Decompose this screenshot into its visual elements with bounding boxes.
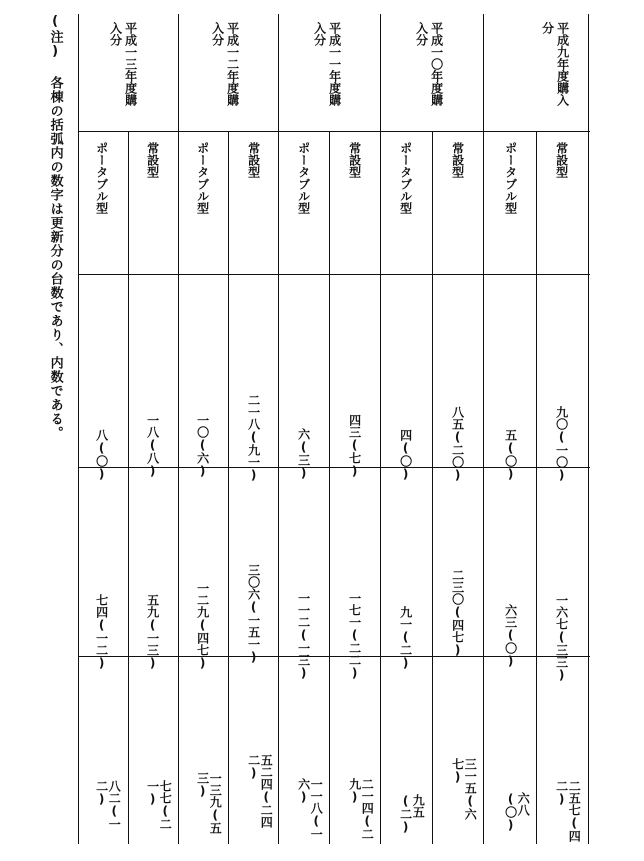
type-label-joseitsu: 常設型 [554,142,569,178]
type-divider [228,131,229,844]
group-border [380,14,381,844]
group-border [278,14,279,844]
type-label-joseitsu: 常設型 [246,142,261,178]
cell-value: 九五(二) [398,794,426,834]
type-label-joseitsu: 常設型 [450,142,465,178]
cell-value: 二三〇(四七) [450,569,465,657]
row-divider-types [78,274,590,275]
group-title: 入分 [108,22,123,46]
type-label-portable: ポータブル型 [503,142,518,214]
cell-value: 七四(一二) [94,594,109,670]
type-label-portable: ポータブル型 [94,142,109,214]
cell-value: 四三(七) [347,414,362,478]
type-label-portable: ポータブル型 [296,142,311,214]
cell-value: 二五七(四二) [554,780,582,842]
group-title: 平成九年度購入 [555,22,570,106]
row-divider-header [78,131,590,132]
type-divider [432,131,433,844]
group-title: 平成一〇年度購 [429,22,444,106]
cell-value: 三一五(六七) [450,758,478,820]
cell-value: 八(〇) [94,429,109,481]
cell-value: 二一八(九一) [246,394,261,482]
cell-value: 一一八(一六) [296,778,324,840]
cell-value: 六(三) [296,428,311,480]
group-border [78,14,79,844]
group-border [483,14,484,844]
type-label-joseitsu: 常設型 [145,142,160,178]
group-border [178,14,179,844]
purchase-table [78,14,590,844]
group-title: 入分 [414,22,429,46]
group-title: 入分 [312,22,327,46]
type-divider [536,131,537,844]
type-label-portable: ポータブル型 [398,142,413,214]
cell-value: 九一(二) [398,606,413,670]
cell-value: 一二九(四七) [195,582,210,670]
cell-value: 四(〇) [398,429,413,481]
cell-value: 一三九(五三) [195,772,223,834]
type-label-portable: ポータブル型 [195,142,210,214]
group-title: 平成一三年度購 [123,22,138,106]
cell-value: 一八(八) [145,414,160,478]
type-label-joseitsu: 常設型 [347,142,362,178]
cell-value: 五二四(二四二) [246,754,274,828]
cell-value: 五(〇) [503,429,518,481]
group-title: 平成一二年度購 [225,22,240,106]
group-title: 分 [540,22,555,34]
group-title: 平成一一年度購 [327,22,342,106]
group-title: 入分 [210,22,225,46]
cell-value: 九〇(一〇) [554,406,569,482]
cell-value: 三〇六(一五一) [246,564,261,664]
cell-value: 八二(一二) [94,780,122,830]
cell-value: 六三(〇) [503,604,518,668]
cell-value: 七七(二一) [145,780,173,830]
cell-value: 二一四(二九) [347,778,375,840]
cell-value: 六八(〇) [503,792,531,832]
cell-value: 一一二(一三) [296,592,311,680]
cell-value: 五九(一三) [145,594,160,670]
type-divider [128,131,129,844]
footnote: (注) 各棟の括弧内の数字は更新分の台数であり、内数である。 [47,14,63,440]
type-divider [329,131,330,844]
cell-value: 一〇(六) [195,414,210,478]
cell-value: 八五(二〇) [450,406,465,482]
cell-value: 一六七(三三) [554,594,569,682]
cell-value: 一七一(二二) [347,592,362,680]
group-border [588,14,589,844]
